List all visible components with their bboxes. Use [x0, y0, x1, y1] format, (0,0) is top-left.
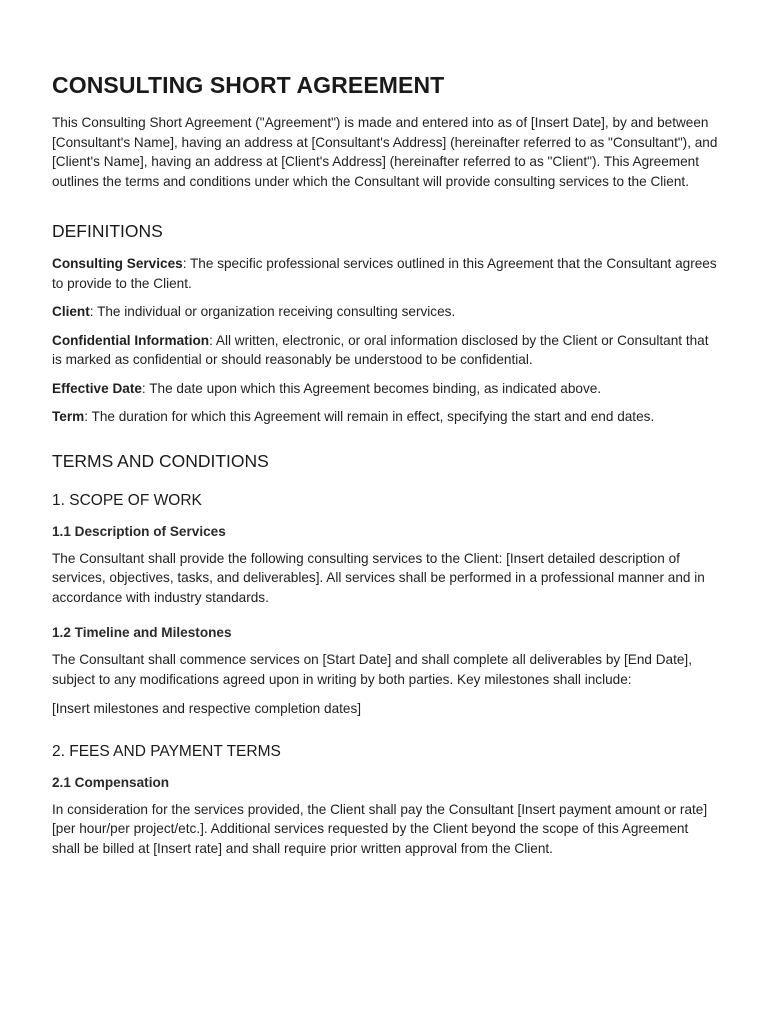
definition-text: : The individual or organization receiving consulting services. [89, 304, 456, 319]
scope-heading: 1. SCOPE OF WORK [52, 491, 202, 509]
document-title: CONSULTING SHORT AGREEMENT [52, 72, 445, 98]
definition-text: : The duration for which this Agreement will remain in effect, specifying the start and end dates. [84, 409, 655, 424]
definition-term: Consulting Services [52, 256, 183, 271]
definition-item [52, 302, 718, 322]
definition-term: Term [52, 409, 85, 424]
compensation-heading: 2.1 Compensation [52, 774, 170, 790]
timeline-paragraph: The Consultant shall commence services on [Start Date] and shall complete all deliverables by [End Date], subject to any modifications agreed upon in writing by both parties. Key milestones shall include: [52, 652, 692, 687]
intro-paragraph: This Consulting Short Agreement ("Agreement") is made and entered into as of [Insert Date], by and between [Consultant's Name], having an address at [Consultant's Address] (hereinafter referred to as "Consultant"), and [Client's Name], having an address at [Client's Address] (hereinafter referred to as "Client"). This Agreement outlines the terms and conditions under which the Consultant will provide consulting services to the Client. [52, 115, 718, 189]
milestones-paragraph: [Insert milestones and respective completion dates] [52, 701, 362, 716]
definition-item [52, 331, 718, 370]
definition-term: Confidential Information [52, 332, 210, 348]
definition-item [52, 379, 718, 399]
description-paragraph: The Consultant shall provide the following consulting services to the Client: [Insert detailed description of services, objectives, tasks, and deliverables]. All services shall be performed in a professional manner and in accordance with industry standards. [52, 550, 705, 605]
definition-term: Client [52, 304, 90, 319]
definition-item [52, 254, 718, 293]
definitions-list [52, 254, 718, 427]
timeline-heading: 1.2 Timeline and Milestones [52, 625, 232, 640]
definition-text: : The date upon which this Agreement becomes binding, as indicated above. [141, 380, 602, 396]
definition-text: : The specific professional services outlined in this Agreement that the Consultant agrees to provide to the Client. [52, 256, 717, 291]
definition-item [52, 407, 718, 427]
compensation-paragraph: In consideration for the services provided, the Client shall pay the Consultant [Insert payment amount or rate] [per hour/per project/etc.]. Additional services requested by the Client beyond the scope of this Agreement shall be billed at [Insert rate] and shall require prior written approval from the Client. [52, 801, 708, 856]
definitions-heading: DEFINITIONS [52, 221, 163, 241]
terms-heading: TERMS AND CONDITIONS [52, 450, 269, 471]
description-heading: 1.1 Description of Services [52, 523, 226, 539]
definition-text: : All written, electronic, or oral information disclosed by the Client or Consultant that is marked as confidential or should reasonably be understood to be confidential. [52, 332, 709, 367]
definition-term: Effective Date [52, 380, 142, 396]
fees-heading: 2. FEES AND PAYMENT TERMS [52, 742, 281, 760]
